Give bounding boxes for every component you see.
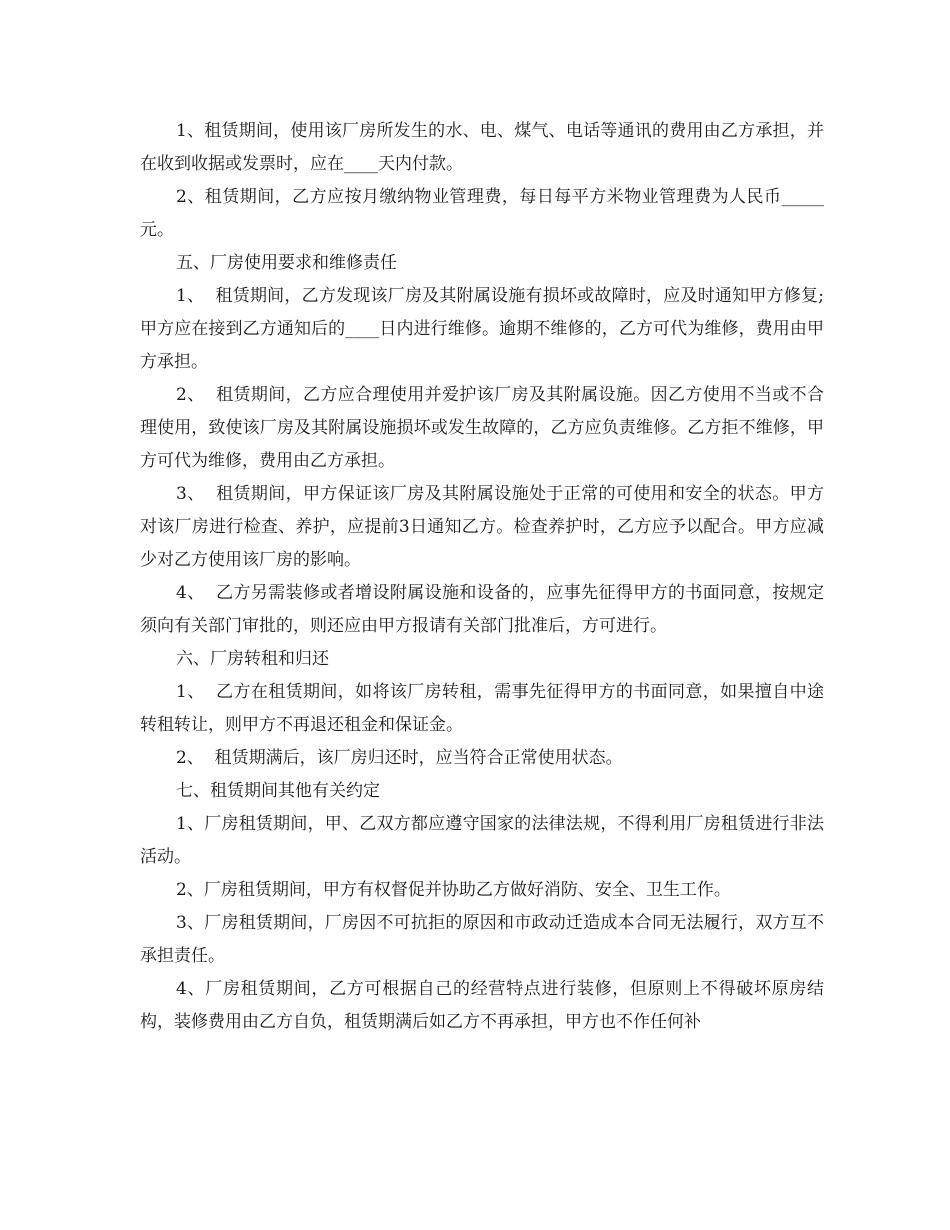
clause-6-2: 2、 租赁期满后，该厂房归还时，应当符合正常使用状态。: [176, 748, 623, 768]
clause-5-3: 3、 租赁期间，甲方保证该厂房及其附属设施处于正常的可使用和安全的状态。甲方对该厂房进行检查、养护，应提前3日通知乙方。检查养护时，乙方应予以配合。甲方应减少对乙方使用该厂房的影响。: [140, 484, 824, 570]
clause-5-4: 4、 乙方另需装修或者增设附属设施和设备的，应事先征得甲方的书面同意，按规定须向有关部门审批的，则还应由甲方报请有关部门批准后，方可进行。: [140, 583, 824, 636]
section-heading-6: 六、厂房转租和归还: [176, 649, 329, 669]
section-heading-7: 七、租赁期间其他有关约定: [176, 781, 380, 801]
clause-6-1: 1、 乙方在租赁期间，如将该厂房转租，需事先征得甲方的书面同意，如果擅自中途转租转让，则甲方不再退还租金和保证金。: [140, 682, 824, 735]
clause-5-1: 1、 租赁期间，乙方发现该厂房及其附属设施有损坏或故障时，应及时通知甲方修复;甲方应在接到乙方通知后的____日内进行维修。逾期不维修的，乙方可代为维修，费用由甲方承担。: [140, 286, 824, 372]
clause-7-3: 3、厂房租赁期间，厂房因不可抗拒的原因和市政动迁造成本合同无法履行，双方互不承担责任。: [140, 913, 824, 966]
clause-4-2: 2、租赁期间，乙方应按月缴纳物业管理费，每日每平方米物业管理费为人民币_____元。: [140, 187, 824, 240]
clause-7-1: 1、厂房租赁期间，甲、乙双方都应遵守国家的法律法规，不得利用厂房租赁进行非法活动。: [140, 814, 824, 867]
document-body: [140, 115, 824, 1039]
clause-5-2: 2、 租赁期间，乙方应合理使用并爱护该厂房及其附属设施。因乙方使用不当或不合理使用，致使该厂房及其附属设施损坏或发生故障的，乙方应负责维修。乙方拒不维修，甲方可代为维修，费用由乙方承担。: [140, 385, 824, 471]
clause-4-1: 1、租赁期间，使用该厂房所发生的水、电、煤气、电话等通讯的费用由乙方承担，并在收到收据或发票时，应在____天内付款。: [140, 121, 824, 174]
section-heading-5: 五、厂房使用要求和维修责任: [176, 253, 397, 273]
clause-7-2: 2、厂房租赁期间，甲方有权督促并协助乙方做好消防、安全、卫生工作。: [176, 880, 731, 900]
clause-7-4: 4、厂房租赁期间，乙方可根据自己的经营特点进行装修，但原则上不得破坏原房结构，装修费用由乙方自负，租赁期满后如乙方不再承担，甲方也不作任何补: [140, 979, 824, 1032]
